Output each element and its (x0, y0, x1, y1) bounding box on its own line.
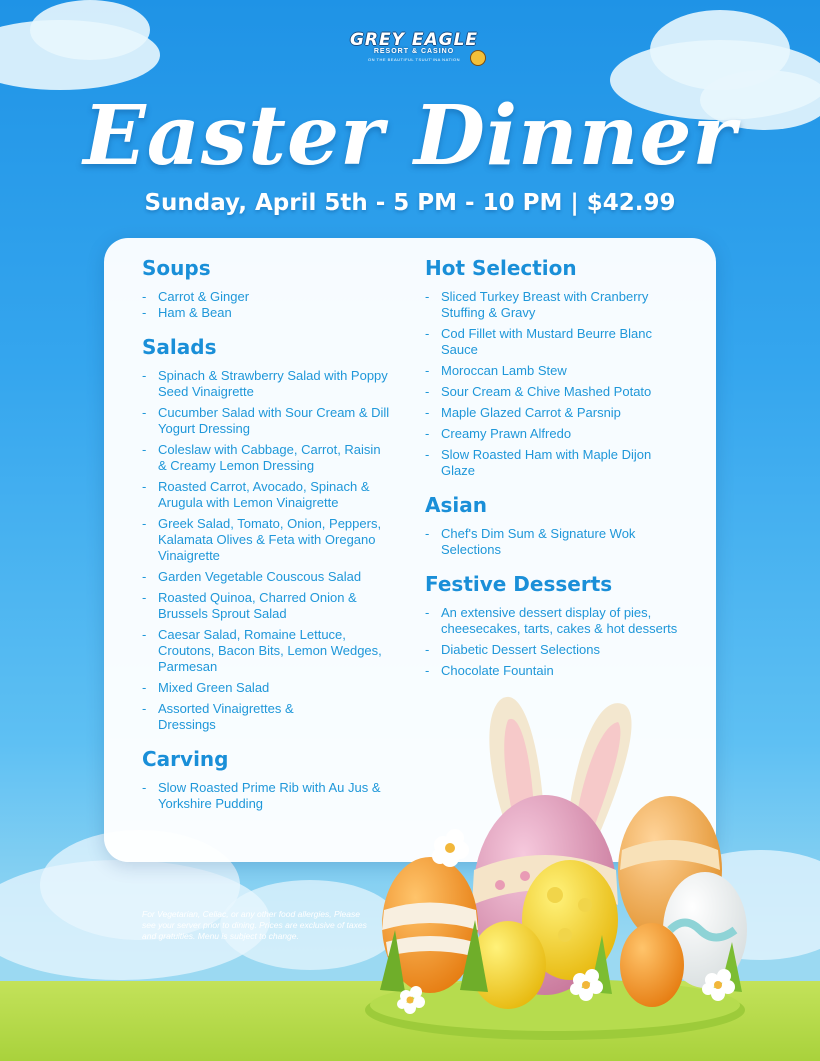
list-item: - Chef's Dim Sum & Signature Wok Selections (425, 526, 687, 558)
list-item: - Roasted Carrot, Avocado, Spinach & Arugula with Lemon Vinaigrette (142, 479, 392, 511)
desserts-list (425, 605, 687, 679)
section-heading-carving: Carving (142, 747, 229, 771)
section-heading-festive-desserts: Festive Desserts (425, 572, 613, 596)
menu-column-right (425, 256, 687, 693)
logo-badge-icon (470, 50, 486, 66)
section-heading-soups: Soups (142, 256, 211, 280)
event-date-price: Sunday, April 5th - 5 PM - 10 PM | $42.99 (144, 190, 676, 216)
list-item: - Ham & Bean (142, 305, 392, 321)
asian-list (425, 526, 687, 558)
logo-name: GREY EAGLE (349, 30, 479, 50)
hot-selection-list (425, 289, 687, 479)
page-title: Easter Dinner (83, 88, 737, 184)
list-item: - Chocolate Fountain (425, 663, 687, 679)
soups-list (142, 289, 392, 321)
list-item: - Moroccan Lamb Stew (425, 363, 687, 379)
list-item: - Sliced Turkey Breast with Cranberry Stuffing & Gravy (425, 289, 687, 321)
allergy-disclaimer: For Vegetarian, Celiac, or any other food allergies, Please see your server prior to dining. Prices are exclusive of taxes and gratuities. Menu is subject to change. (142, 909, 367, 941)
list-item: - Spinach & Strawberry Salad with Poppy Seed Vinaigrette (142, 368, 392, 400)
section-heading-salads: Salads (142, 335, 217, 359)
section-heading-asian: Asian (425, 493, 487, 517)
list-item: - Caesar Salad, Romaine Lettuce, Croutons, Bacon Bits, Lemon Wedges, Parmesan (142, 627, 392, 675)
list-item: - Maple Glazed Carrot & Parsnip (425, 405, 687, 421)
list-item: - Roasted Quinoa, Charred Onion & Brussels Sprout Salad (142, 590, 392, 622)
list-item: - Cucumber Salad with Sour Cream & Dill Yogurt Dressing (142, 405, 392, 437)
grey-eagle-logo (344, 30, 484, 74)
list-item: - Diabetic Dessert Selections (425, 642, 687, 658)
logo-tagline: ON THE BEAUTIFUL TSUUT'INA NATION (367, 57, 460, 62)
list-item: - Carrot & Ginger (142, 289, 392, 305)
list-item: - Garden Vegetable Couscous Salad (142, 569, 392, 585)
list-item: - Greek Salad, Tomato, Onion, Peppers, Kalamata Olives & Feta with Oregano Vinaigrette (142, 516, 392, 564)
logo-subtitle: RESORT & CASINO (373, 48, 455, 55)
easter-eggs-illustration (340, 680, 780, 1050)
list-item: - Coleslaw with Cabbage, Carrot, Raisin & Creamy Lemon Dressing (142, 442, 392, 474)
list-item: - Slow Roasted Prime Rib with Au Jus & Yorkshire Pudding (142, 780, 392, 812)
list-item: - Creamy Prawn Alfredo (425, 426, 687, 442)
list-item: - Mixed Green Salad (142, 680, 392, 696)
list-item: - Assorted Vinaigrettes & Dressings (142, 701, 308, 733)
section-heading-hot-selection: Hot Selection (425, 256, 577, 280)
list-item: - Sour Cream & Chive Mashed Potato (425, 384, 687, 400)
list-item: - Cod Fillet with Mustard Beurre Blanc Sauce (425, 326, 656, 358)
list-item: - An extensive dessert display of pies, cheesecakes, tarts, cakes & hot desserts (425, 605, 687, 637)
salads-list (142, 368, 392, 733)
list-item: - Slow Roasted Ham with Maple Dijon Glaze (425, 447, 656, 479)
